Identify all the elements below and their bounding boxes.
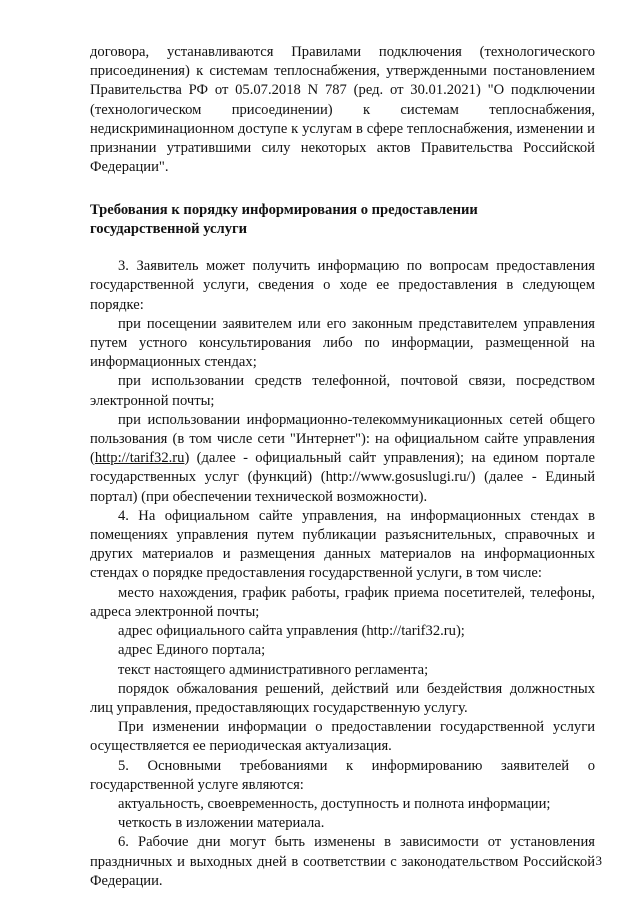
paragraph-4-item-3: адрес Единого портала; [118, 642, 266, 659]
paragraph-6: 6. Рабочие дни могут быть изменены в зависимости от установления праздничных и выходных дней в соответствии с законодательством Российской Федерации. [90, 834, 595, 889]
paragraph-3-item-2: при использовании средств телефонной, почтовой связи, посредством электронной почты; [90, 373, 595, 409]
paragraph-5-item-1: актуальность, своевременность, доступность и полнота информации; [118, 795, 551, 812]
section-heading-line-2: государственной услуги [90, 220, 248, 237]
spacer [90, 238, 595, 257]
paragraph-4: 4. На официальном сайте управления, на информационных стендах в помещениях управления путем публикации разъяснительных, справочных и других материалов и размещения данных материалов на информационных стендах о порядке предоставления государственной услуги, в том числе: [90, 507, 595, 582]
tarif32-link[interactable]: http://tarif32.ru [94, 450, 185, 467]
intro-paragraph: договора, устанавливаются Правилами подключения (технологического присоединения) к системам теплоснабжения, утвержденными постановлением Правительства РФ от 05.07.2018 N 787 (ред. от 30.01.2021) "О подключении (технологическом присоединении) к системам теплоснабжения, недискриминационном доступе к услугам в сфере теплоснабжения, изменении и признании утратившими силу некоторых актов Правительства Российской Федерации". [90, 44, 595, 176]
section-heading-line-1: Требования к порядку информирования о предоставлении [90, 202, 478, 219]
paragraph-4-item-4: текст настоящего административного регламента; [118, 661, 429, 678]
paragraph-3-item-3-text-before: при использовании информационно-телекоммуникационных сетей общего пользования (в том числе сети "Интернет"): на официальном сайте управления ( [90, 411, 595, 467]
paragraph-4-item-5: порядок обжалования решений, действий или бездействия должностных лиц управления, предоставляющих государственную услугу. [90, 680, 595, 716]
paragraph-4-item-2: адрес официального сайта управления (http://tarif32.ru); [118, 623, 465, 640]
paragraph-5-item-2: четкость в изложении материала. [118, 815, 325, 832]
paragraph-3-item-3-text-after: ) (далее - официальный сайт управления); на едином портале государственных услуг (функций) (http://www.gosuslugi.ru/) (далее - Единый портал) (при обеспечении технической возможности). [90, 450, 595, 505]
paragraph-4-item-1: место нахождения, график работы, график приема посетителей, телефоны, адреса электронной почты; [90, 584, 595, 620]
paragraph-3: 3. Заявитель может получить информацию по вопросам предоставления государственной услуги, сведения о ходе ее предоставления в следующем порядке: [90, 258, 595, 313]
document-body [90, 43, 595, 891]
spacer [90, 177, 595, 201]
paragraph-5: 5. Основными требованиями к информированию заявителей о государственной услуге являются: [90, 757, 595, 793]
paragraph-4-update: При изменении информации о предоставлении государственной услуги осуществляется ее периодическая актуализация. [90, 719, 595, 755]
paragraph-3-item-3 [90, 411, 595, 507]
page-number: 3 [595, 853, 602, 868]
paragraph-3-item-1: при посещении заявителем или его законным представителем управления путем устного консультирования либо по информации, размещенной на информационных стендах; [90, 315, 595, 371]
